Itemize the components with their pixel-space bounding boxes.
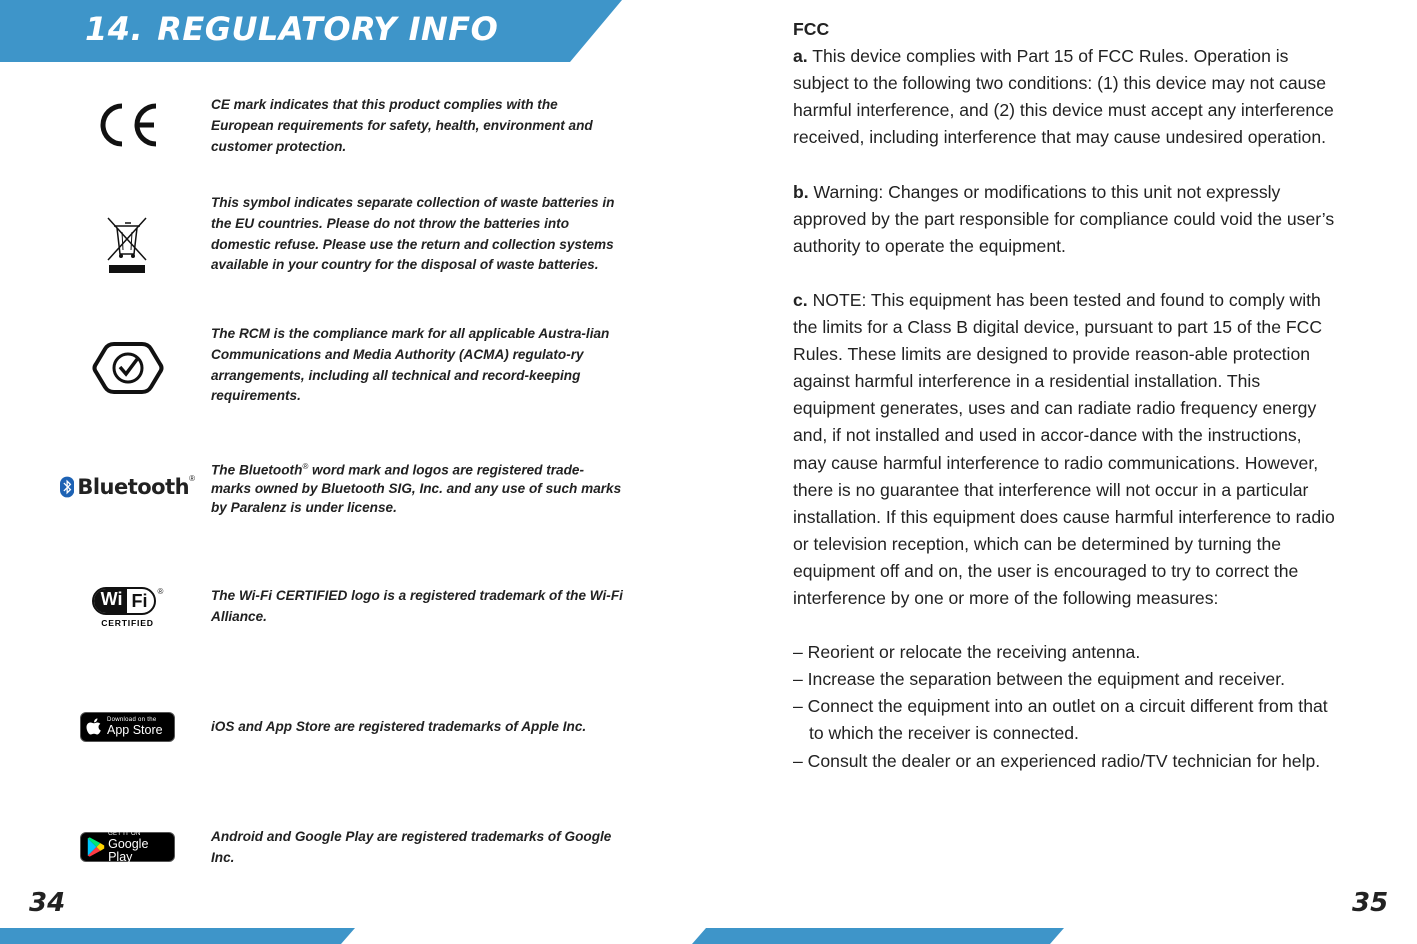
- app-store-badge-big: App Store: [107, 723, 163, 737]
- footer-bar-right: [692, 928, 1064, 944]
- rcm-mark-icon: [60, 340, 195, 396]
- bluetooth-logo-text: Bluetooth: [77, 475, 190, 499]
- fcc-measure: – Reorient or relocate the receiving antenna.: [793, 642, 1141, 663]
- section-number: 14.: [85, 10, 144, 48]
- wifi-logo-certified: CERTIFIED: [101, 617, 154, 628]
- wifi-text: The Wi-Fi CERTIFIED logo is a registered trademark of the Wi-Fi Alliance.: [211, 588, 623, 624]
- fcc-paragraph-b: [793, 179, 1338, 260]
- fcc-heading: FCC: [793, 19, 830, 39]
- bluetooth-logo-icon: [60, 470, 195, 504]
- rcm-text: The RCM is the compliance mark for all applicable Austra-lian Communications and Media Authority (ACMA) regulato-ry arrangements, including all technical and record-keeping requirements.: [211, 326, 610, 404]
- play-triangle-icon: [81, 832, 108, 862]
- google-play-badge-small: GET IT ON: [108, 830, 141, 837]
- footer-bar-left: [0, 928, 355, 944]
- fcc-label-c: c.: [793, 289, 808, 310]
- wifi-logo-wi: Wi: [94, 587, 128, 615]
- bluetooth-text-registered: ®: [302, 462, 309, 471]
- fcc-measure: – Consult the dealer or an experienced radio/TV technician for help.: [793, 750, 1321, 771]
- apple-icon: [81, 712, 107, 742]
- app-store-text: iOS and App Store are registered trademarks of Apple Inc.: [211, 719, 587, 734]
- fcc-section: [793, 16, 1338, 775]
- google-play-badge-big: Google Play: [108, 836, 149, 864]
- google-play-badge-icon: [60, 832, 195, 862]
- bluetooth-text-part2: word mark and logos are registered trade-marks owned by Bluetooth SIG, Inc. and any use of such marks by Paralenz is under license.: [211, 462, 622, 515]
- wifi-logo-fi: Fi: [131, 590, 148, 611]
- fcc-measure: – Increase the separation between the equipment and receiver.: [793, 669, 1285, 690]
- fcc-paragraph-c: [793, 287, 1338, 612]
- fcc-measure: – Connect the equipment into an outlet on a circuit different from that to which the receiver is connected.: [793, 696, 1328, 744]
- weee-text: This symbol indicates separate collection of waste batteries in the EU countries. Please do not throw the batteries into domestic refuse. Please use the return and collection systems available in your country for the disposal of waste batteries.: [211, 195, 615, 273]
- bluetooth-text-part1: The Bluetooth: [211, 462, 303, 478]
- google-play-text: Android and Google Play are registered trademarks of Google Inc.: [211, 829, 612, 865]
- bluetooth-logo-registered: ®: [189, 474, 195, 483]
- section-title-text: REGULATORY INFO: [157, 10, 499, 48]
- fcc-text-c: NOTE: This equipment has been tested and found to comply with the limits for a Class B digital device, pursuant to part 15 of the FCC Rules. These limits are designed to provide reason-able protection against harmful interference in a residential installation. This equipment generates, uses and can radiate radio frequency energy and, if not installed and used in accor-dance with the instructions, may cause harmful interference to radio communications. However, there is no guarantee that interference will not occur in a particular installation. If this equipment does cause harmful interference to radio or television reception, which can be determined by turning the equipment off and on, the user is encouraged to try to correct the interference by one or more of the following measures:: [793, 289, 1335, 608]
- fcc-text-b: Warning: Changes or modifications to this unit not expressly approved by the part responsible for compliance could void the user’s authority to operate the equipment.: [793, 181, 1335, 256]
- section-title: [85, 10, 498, 48]
- wifi-logo-registered: ®: [157, 586, 164, 596]
- fcc-label-b: b.: [793, 181, 809, 202]
- app-store-badge-icon: [60, 712, 195, 742]
- ce-mark-icon: [60, 100, 195, 150]
- ce-mark-text: CE mark indicates that this product complies with the European requirements for safety, health, environment and customer protection.: [211, 97, 593, 154]
- page-number-right: 35: [1352, 888, 1389, 918]
- bluetooth-text: [211, 458, 623, 517]
- app-store-badge-small: Download on the: [107, 717, 157, 723]
- weee-bin-icon: [60, 214, 195, 276]
- fcc-text-a: This device complies with Part 15 of FCC Rules. Operation is subject to the following two conditions: (1) this device may not cause harmful interference, and (2) this device must accept any interference received, including interference that may cause undesired operation.: [793, 46, 1334, 148]
- fcc-paragraph-a: [793, 43, 1338, 151]
- fcc-label-a: a.: [793, 46, 808, 67]
- page-number-left: 34: [29, 888, 66, 918]
- wifi-certified-logo-icon: [60, 584, 195, 630]
